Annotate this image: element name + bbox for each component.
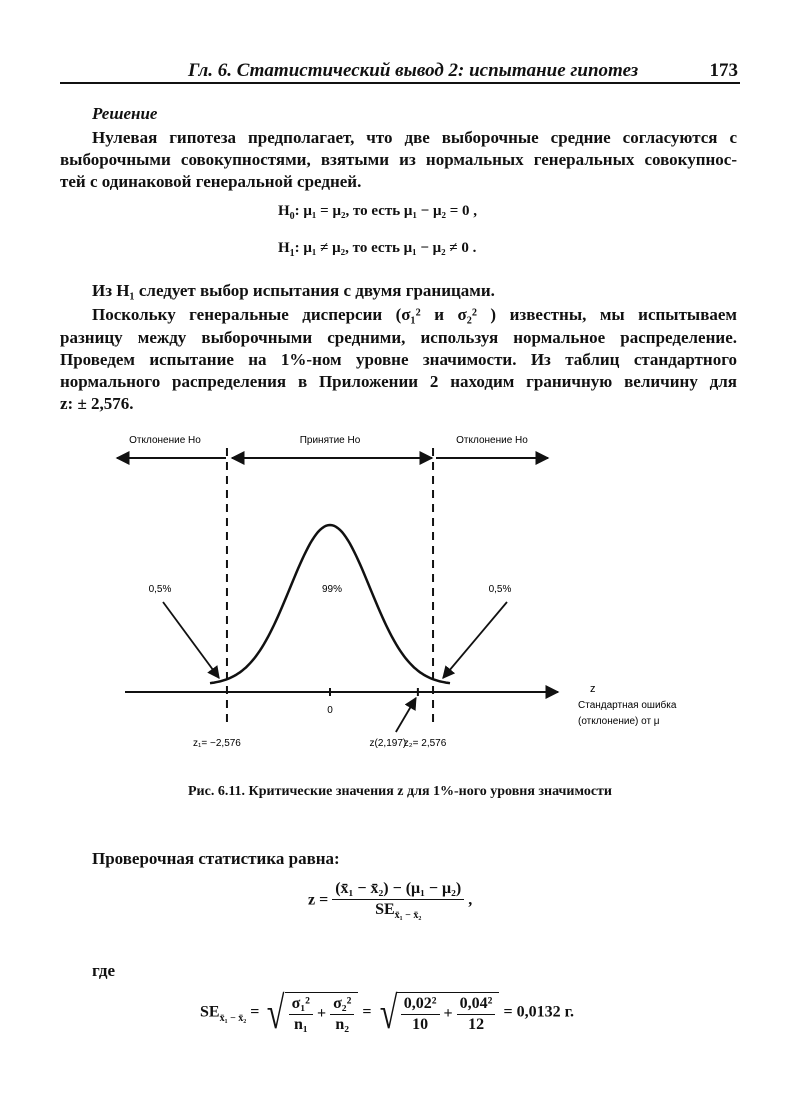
region-reject-right-label: Отклонение Ho [456, 435, 528, 446]
page-number: 173 [709, 60, 738, 81]
pointer-arrow-test-statistic [396, 698, 416, 732]
hypothesis-h1 [278, 240, 476, 259]
header-title: Гл. 6. Статистический вывод 2: испытание гипотез [188, 60, 639, 81]
region-reject-left-label: Отклонение Ho [129, 435, 201, 446]
frac-g1 [401, 995, 440, 1034]
plus-1: + [316, 1005, 327, 1023]
para1-line2: выборочными совокупностями, взятыми из нормальных генеральных совокупнос- [60, 150, 737, 169]
area-label-left: 0,5% [148, 584, 172, 595]
running-header [60, 56, 740, 84]
formula-z [308, 880, 472, 921]
sqrt-1 [285, 992, 359, 1034]
sqrt-sign-1: √ [267, 987, 285, 1038]
h1-text: : μ₁ ≠ μ₂, то есть μ₁ − μ₂ ≠ 0 . [294, 240, 477, 256]
formula-z-denominator [332, 900, 464, 921]
statistic-intro: Проверочная статистика равна: [92, 849, 340, 868]
para1-line1: Нулевая гипотеза предполагает, что две выборочные средние согласуются с [92, 128, 737, 147]
h0-text: : μ₁ = μ₂, то есть μ₁ − μ₂ = 0 , [294, 203, 478, 219]
para2: Из H₁ следует выбор испытания с двумя границами. [92, 281, 495, 300]
pointer-arrow-left [163, 602, 219, 678]
x-axis-label: z [590, 683, 596, 695]
frac-sigma2 [330, 995, 354, 1034]
formula-z-fraction [332, 880, 464, 921]
para1-line3: тей с одинаковой генеральной средней. [60, 172, 362, 191]
frac-g1-den: 10 [412, 1016, 429, 1033]
h0-sub: 0 [289, 211, 295, 222]
formula-z-den-sub: x̄₁ − x̄₂ [394, 910, 422, 922]
pointer-arrow-right [443, 602, 507, 678]
formula-z-trail: , [468, 891, 473, 909]
region-accept-label: Принятие Ho [299, 435, 361, 446]
formula-se-lhs: SE [200, 1003, 220, 1021]
formula-se-eq1: = [250, 1003, 260, 1021]
where-word: где [92, 961, 116, 980]
axis-label-line1: Стандартная ошибка [578, 700, 677, 711]
axis-label-line2: (отклонение) от μ [578, 716, 660, 727]
formula-se-eq2: = [362, 1003, 372, 1021]
plus-2: + [443, 1005, 453, 1023]
formula-se-result: = 0,0132 г. [503, 1003, 575, 1021]
figure-caption: Рис. 6.11. Критические значения z для 1%-ного уровня значимости [188, 784, 612, 799]
frac-g1-num: 0,02² [401, 995, 440, 1015]
area-label-right: 0,5% [488, 584, 512, 595]
h0-label: H [278, 203, 290, 219]
para3-line2: разницу между выборочными средними, используя нормальное распределение. [60, 328, 737, 347]
frac-g2-num: 0,04² [457, 995, 496, 1015]
normal-curve [210, 525, 450, 683]
frac-g2 [457, 995, 496, 1034]
h1-sub: 1 [289, 248, 295, 259]
h1-label: H [278, 240, 290, 256]
frac-sigma2-num: σ₂² [330, 995, 354, 1015]
sqrt-sign-2: √ [379, 987, 397, 1038]
para3-line4: нормального распределения в Приложении 2 находим граничную величину для [60, 372, 737, 391]
formula-z-lhs: z = [308, 891, 329, 909]
formula-z-numerator: (x̄₁ − x̄₂) − (μ₁ − μ₂) [332, 880, 464, 900]
solution-heading: Решение [92, 104, 158, 123]
formula-se [200, 987, 575, 1038]
frac-sigma2-den: n₂ [335, 1016, 350, 1033]
normal-distribution-figure [0, 420, 800, 765]
para3-line1: Поскольку генеральные дисперсии (σ₁² и σ₂² ) известны, мы испытываем [92, 305, 737, 324]
test-statistic-label: z(2,197) [369, 738, 407, 749]
hypothesis-h0 [278, 203, 477, 222]
frac-sigma1-den: n₁ [293, 1016, 308, 1033]
area-label-center: 99% [321, 584, 343, 595]
sqrt-2 [397, 992, 500, 1034]
para3-line5: z: ± 2,576. [60, 394, 134, 413]
frac-g2-den: 12 [468, 1016, 485, 1033]
formula-se-lhs-sub: x̄₁ − x̄₂ [219, 1012, 247, 1024]
formula-z-den-text: SE [375, 901, 395, 918]
tick-label-zero: 0 [327, 705, 333, 716]
frac-sigma1-num: σ₁² [289, 995, 313, 1015]
frac-sigma1 [289, 995, 313, 1034]
critical-label-right: z₂= 2,576 [403, 738, 447, 749]
para3-line3: Проведем испытание на 1%-ном уровне значимости. Из таблиц стандартного [60, 350, 737, 369]
critical-label-left: z₁= −2,576 [193, 738, 241, 749]
